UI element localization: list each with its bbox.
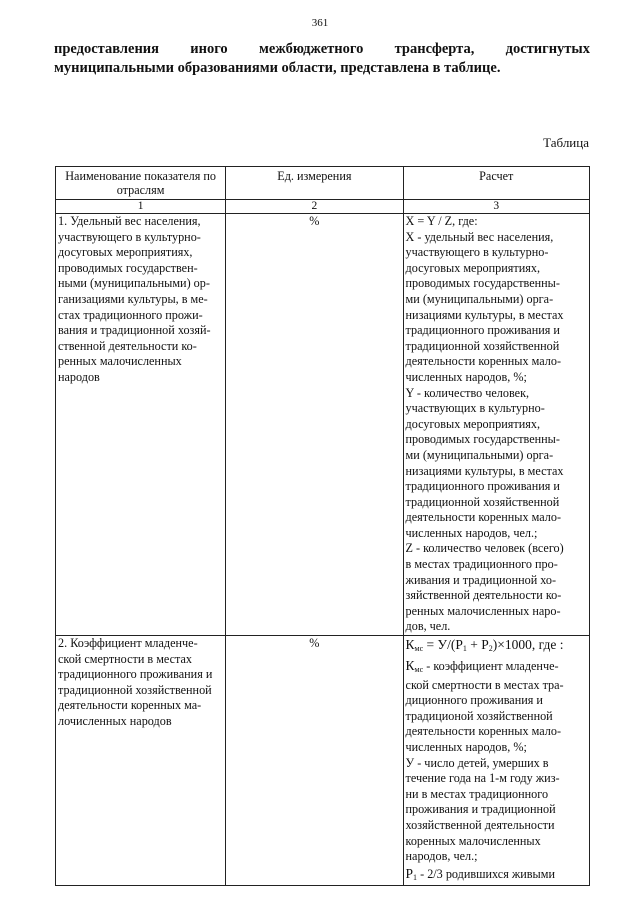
text-line: 1. Удельный вес населения,: [58, 214, 201, 228]
formula-k-subscript: мс: [414, 644, 424, 654]
unit-cell: %: [226, 214, 403, 636]
text-line: У - число детей, умерших в: [405, 755, 549, 770]
text-line: участвующих в культурно-: [405, 401, 545, 416]
header-calculation: Расчет: [403, 167, 589, 200]
text-line: деятельности коренных мало-: [405, 510, 561, 525]
column-number-2: 2: [226, 200, 403, 214]
text-line: проводимых государственны-: [405, 432, 560, 447]
text-line: численных народов, %;: [405, 369, 527, 384]
text-line: деятельности коренных ма-: [58, 698, 202, 713]
column-number-row: [56, 200, 590, 214]
text-line: деятельности коренных мало-: [405, 354, 561, 369]
text-line: ми (муниципальными) орга-: [405, 291, 554, 306]
page-number: 361: [311, 17, 329, 29]
text-line: ренных малочисленных: [58, 354, 182, 369]
column-number-3: 3: [403, 200, 589, 214]
p1-definition-line: [406, 865, 587, 886]
text-line: ми (муниципальными) орга-: [405, 447, 554, 462]
text-line: традиционной хозяйственной: [58, 682, 212, 697]
text-line: традиционой хозяйственной: [405, 708, 553, 723]
text-line: традиционного проживания и: [58, 667, 213, 682]
text-line: дов, чел.: [405, 619, 451, 634]
indicator-name-cell: [56, 214, 226, 636]
text-line: проводимых государствен-: [58, 260, 198, 275]
formula-plus: + Р: [466, 637, 489, 653]
formula: X = Y / Z, где:: [405, 214, 478, 228]
text-line: ни в местах традиционного: [405, 786, 549, 801]
table-row: [56, 636, 590, 886]
text-line: народов, чел.;: [405, 849, 478, 864]
text-line: 2. Коэффициент младенче-: [58, 636, 198, 651]
text-line: ренных малочисленных наро-: [405, 603, 561, 618]
unit-cell: %: [226, 636, 403, 886]
table-header-row: [56, 167, 590, 200]
intro-paragraph: предоставления иного межбюджетного трансферта, достигнутых муниципальными образованиями области, представлена в таблице.: [54, 41, 590, 76]
text-line: диционного проживания и: [405, 693, 543, 708]
text-line: коренных малочисленных: [405, 833, 541, 848]
k-definition-line: [406, 657, 587, 678]
k-definition-subscript: мс: [414, 665, 424, 675]
text-line: хозяйственной деятельности: [405, 817, 555, 832]
formula-k: К: [405, 637, 415, 653]
p1-definition-subscript: 1: [413, 872, 418, 882]
table-row: [56, 214, 590, 636]
text-line: деятельности коренных мало-: [405, 724, 561, 739]
k-definition-text: - коэффициент младенче-: [423, 659, 559, 674]
formula-eq-start: = У/(Р: [423, 637, 463, 653]
column-number-1: 1: [56, 200, 226, 214]
formula-eq-end: )×1000, где :: [492, 637, 564, 653]
text-line: ской смертности в местах: [58, 651, 193, 666]
text-line: традиционной хозяйственной: [405, 338, 560, 353]
text-line: Z - количество человек (всего): [405, 541, 564, 556]
text-line: стах традиционного прожи-: [58, 307, 203, 322]
text-line: традиционного проживания и: [405, 323, 560, 338]
text-line: живания и традиционной хо-: [405, 572, 557, 587]
text-line: Y - количество человек,: [405, 385, 530, 400]
p1-definition-text: - 2/3 родившихся живыми: [417, 866, 555, 881]
header-indicator-name: Наименование показателя по отраслям: [56, 167, 226, 200]
formula-p2-subscript: 2: [488, 644, 493, 654]
text-line: низациями культуры, в местах: [405, 463, 564, 478]
header-unit: Ед. измерения: [226, 167, 403, 200]
text-line: участвующего в культурно-: [58, 229, 201, 244]
text-line: досуговых мероприятиях,: [405, 260, 540, 275]
indicator-name-cell: [56, 636, 226, 886]
text-line: низациями культуры, в местах: [405, 307, 564, 322]
text-line: традиционной хозяйственной: [405, 494, 560, 509]
text-line: ганизациями культуры, в ме-: [58, 291, 208, 306]
text-line: численных народов, %;: [405, 740, 527, 754]
text-line: ской смертности в местах тра-: [405, 677, 564, 692]
text-line: в местах традиционного про-: [405, 557, 558, 572]
formula-p1-subscript: 1: [462, 644, 467, 654]
p1-letter: Р: [405, 865, 414, 881]
text-line: лочисленных народов: [58, 714, 172, 728]
text-line: досуговых мероприятиях,: [405, 416, 540, 431]
text-line: вания и традиционной хозяй-: [58, 323, 211, 338]
table-label: Таблица: [543, 135, 589, 150]
infant-mortality-formula: [406, 636, 587, 657]
text-line: X - удельный вес населения,: [405, 229, 554, 244]
text-line: численных народов, чел.;: [405, 525, 538, 540]
indicators-table: [55, 166, 590, 886]
text-line: зяйственной деятельности ко-: [405, 588, 562, 603]
text-line: народов: [58, 369, 100, 384]
text-line: течение года на 1-м году жиз-: [405, 771, 560, 786]
text-line: участвующего в культурно-: [405, 245, 549, 260]
text-line: проводимых государственны-: [405, 276, 560, 291]
formula-k: К: [405, 658, 415, 674]
text-line: досуговых мероприятиях,: [58, 245, 193, 260]
text-line: проживания и традиционной: [405, 802, 556, 817]
text-line: ственной деятельности ко-: [58, 338, 197, 353]
calculation-cell: [403, 636, 589, 886]
text-line: традиционного проживания и: [405, 479, 560, 494]
calculation-cell: [403, 214, 589, 636]
text-line: ными (муниципальными) ор-: [58, 276, 210, 291]
